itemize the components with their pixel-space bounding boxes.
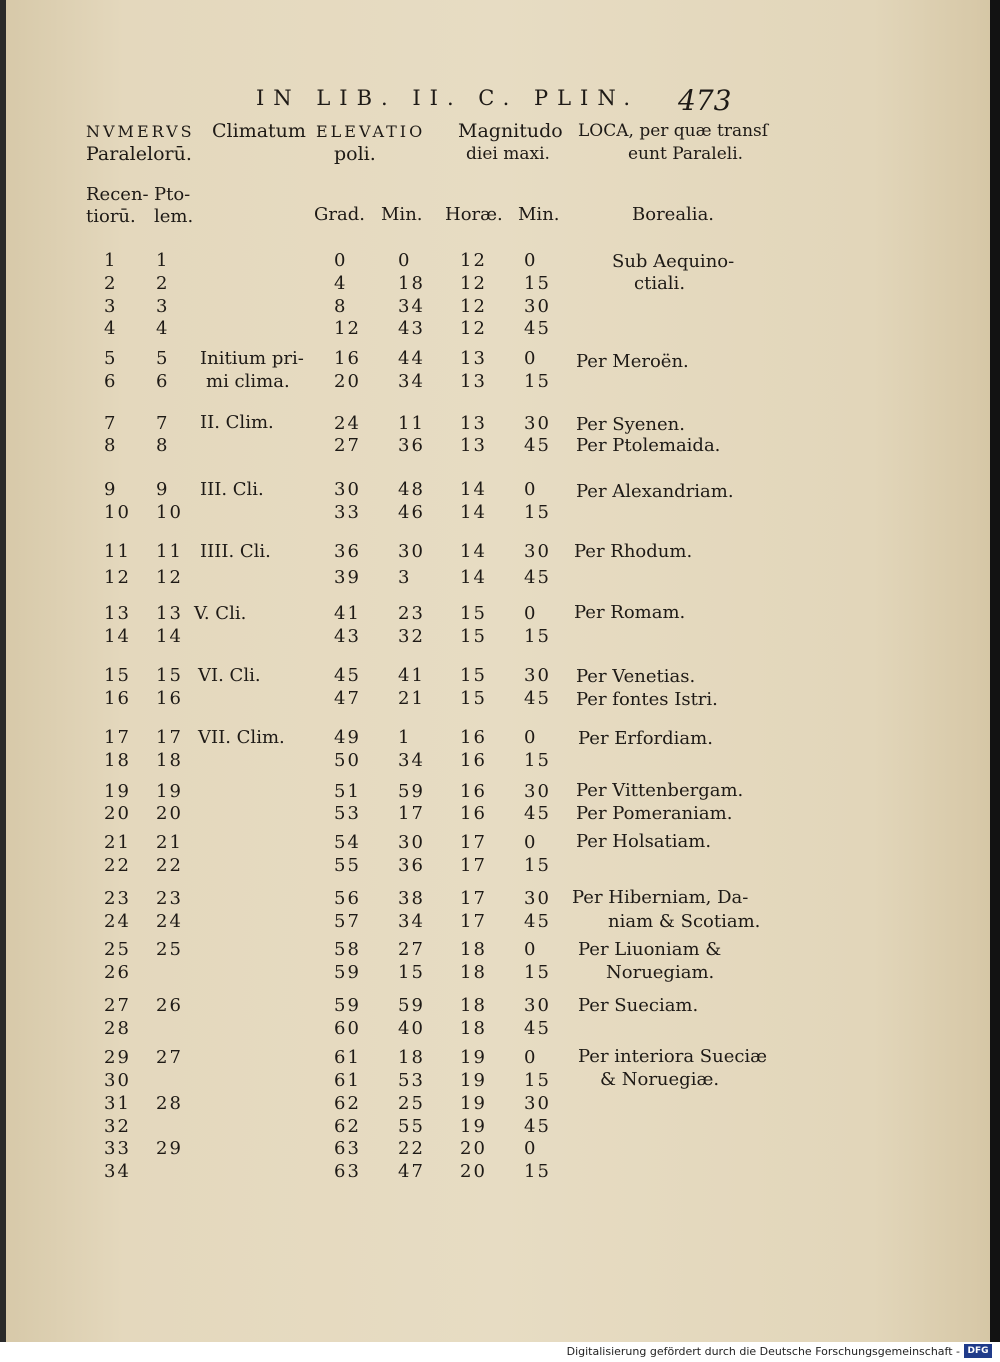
cell-minuta-diei: 30 bbox=[524, 665, 551, 686]
cell-ptolemaei: 5 bbox=[156, 348, 170, 369]
subheader-horae: Horæ. bbox=[445, 204, 503, 225]
cell-recentiorum: 9 bbox=[104, 479, 118, 500]
place-label: & Noruegiæ. bbox=[600, 1069, 720, 1090]
cell-gradus: 45 bbox=[334, 665, 361, 686]
place-label: Per Venetias. bbox=[576, 666, 696, 687]
subheader-grad: Grad. bbox=[314, 204, 365, 225]
cell-horae: 13 bbox=[460, 435, 487, 456]
cell-gradus: 12 bbox=[334, 318, 361, 339]
header-numerus: NVMERVS bbox=[86, 122, 195, 141]
place-label: Per Rhodum. bbox=[574, 541, 693, 562]
cell-horae: 16 bbox=[460, 803, 487, 824]
cell-recentiorum: 6 bbox=[104, 371, 118, 392]
cell-gradus: 16 bbox=[334, 348, 361, 369]
cell-minuta-elevationis: 34 bbox=[398, 371, 425, 392]
place-label: Per interiora Sueciæ bbox=[578, 1046, 768, 1067]
cell-minuta-diei: 0 bbox=[524, 479, 538, 500]
cell-horae: 18 bbox=[460, 939, 487, 960]
place-label: Per Ptolemaida. bbox=[576, 435, 721, 456]
place-label: Per Syenen. bbox=[576, 414, 685, 435]
cell-recentiorum: 3 bbox=[104, 296, 118, 317]
cell-minuta-elevationis: 48 bbox=[398, 479, 425, 500]
place-label: Per Erfordiam. bbox=[578, 728, 713, 749]
cell-minuta-elevationis: 34 bbox=[398, 911, 425, 932]
cell-recentiorum: 22 bbox=[104, 855, 131, 876]
cell-horae: 19 bbox=[460, 1116, 487, 1137]
cell-horae: 18 bbox=[460, 1018, 487, 1039]
cell-gradus: 63 bbox=[334, 1161, 361, 1182]
cell-ptolemaei: 22 bbox=[156, 855, 183, 876]
cell-ptolemaei: 6 bbox=[156, 371, 170, 392]
cell-minuta-elevationis: 11 bbox=[398, 413, 425, 434]
cell-recentiorum: 26 bbox=[104, 962, 131, 983]
cell-recentiorum: 25 bbox=[104, 939, 131, 960]
cell-ptolemaei: 18 bbox=[156, 750, 183, 771]
cell-horae: 15 bbox=[460, 688, 487, 709]
cell-minuta-elevationis: 23 bbox=[398, 603, 425, 624]
cell-gradus: 62 bbox=[334, 1093, 361, 1114]
cell-recentiorum: 1 bbox=[104, 250, 118, 271]
cell-gradus: 61 bbox=[334, 1070, 361, 1091]
cell-minuta-diei: 45 bbox=[524, 318, 551, 339]
cell-gradus: 33 bbox=[334, 502, 361, 523]
cell-minuta-elevationis: 30 bbox=[398, 832, 425, 853]
cell-minuta-elevationis: 1 bbox=[398, 727, 412, 748]
place-label: Per fontes Istri. bbox=[576, 689, 718, 710]
cell-recentiorum: 33 bbox=[104, 1138, 131, 1159]
cell-ptolemaei: 24 bbox=[156, 911, 183, 932]
cell-minuta-elevationis: 41 bbox=[398, 665, 425, 686]
cell-minuta-diei: 30 bbox=[524, 296, 551, 317]
cell-horae: 19 bbox=[460, 1070, 487, 1091]
cell-horae: 14 bbox=[460, 502, 487, 523]
cell-gradus: 53 bbox=[334, 803, 361, 824]
cell-minuta-elevationis: 40 bbox=[398, 1018, 425, 1039]
cell-horae: 19 bbox=[460, 1093, 487, 1114]
clima-label: II. Clim. bbox=[200, 412, 274, 433]
cell-horae: 17 bbox=[460, 888, 487, 909]
place-label: ctiali. bbox=[634, 273, 686, 294]
cell-recentiorum: 10 bbox=[104, 502, 131, 523]
cell-minuta-diei: 0 bbox=[524, 727, 538, 748]
cell-recentiorum: 15 bbox=[104, 665, 131, 686]
footer-bar bbox=[0, 1342, 1000, 1362]
cell-minuta-diei: 15 bbox=[524, 1070, 551, 1091]
cell-recentiorum: 31 bbox=[104, 1093, 131, 1114]
cell-gradus: 61 bbox=[334, 1047, 361, 1068]
cell-horae: 14 bbox=[460, 541, 487, 562]
header-elevatio: ELEVATIO bbox=[316, 122, 426, 141]
cell-minuta-elevationis: 15 bbox=[398, 962, 425, 983]
cell-minuta-diei: 15 bbox=[524, 1161, 551, 1182]
cell-minuta-diei: 0 bbox=[524, 348, 538, 369]
cell-gradus: 59 bbox=[334, 995, 361, 1016]
cell-minuta-elevationis: 36 bbox=[398, 855, 425, 876]
cell-ptolemaei: 11 bbox=[156, 541, 183, 562]
header-loca: LOCA, per quæ transſ bbox=[578, 121, 769, 141]
cell-recentiorum: 2 bbox=[104, 273, 118, 294]
cell-minuta-elevationis: 59 bbox=[398, 995, 425, 1016]
clima-label: VII. Clim. bbox=[198, 727, 285, 748]
cell-horae: 16 bbox=[460, 727, 487, 748]
subheader-pto: Pto- bbox=[154, 184, 191, 205]
cell-minuta-diei: 45 bbox=[524, 1116, 551, 1137]
cell-minuta-elevationis: 44 bbox=[398, 348, 425, 369]
cell-minuta-elevationis: 46 bbox=[398, 502, 425, 523]
cell-horae: 12 bbox=[460, 273, 487, 294]
cell-minuta-elevationis: 59 bbox=[398, 781, 425, 802]
cell-gradus: 0 bbox=[334, 250, 348, 271]
cell-minuta-elevationis: 30 bbox=[398, 541, 425, 562]
place-label: Per Hiberniam, Da- bbox=[572, 887, 749, 908]
cell-minuta-diei: 15 bbox=[524, 371, 551, 392]
cell-recentiorum: 28 bbox=[104, 1018, 131, 1039]
cell-minuta-elevationis: 34 bbox=[398, 296, 425, 317]
place-label: Per Liuoniam & bbox=[578, 939, 722, 960]
cell-minuta-diei: 30 bbox=[524, 781, 551, 802]
cell-minuta-elevationis: 3 bbox=[398, 567, 412, 588]
cell-minuta-elevationis: 38 bbox=[398, 888, 425, 909]
cell-ptolemaei: 17 bbox=[156, 727, 183, 748]
cell-ptolemaei: 28 bbox=[156, 1093, 183, 1114]
cell-horae: 15 bbox=[460, 665, 487, 686]
cell-ptolemaei: 25 bbox=[156, 939, 183, 960]
cell-recentiorum: 24 bbox=[104, 911, 131, 932]
cell-minuta-diei: 45 bbox=[524, 435, 551, 456]
cell-minuta-diei: 30 bbox=[524, 995, 551, 1016]
cell-minuta-diei: 45 bbox=[524, 688, 551, 709]
header-poli: poli. bbox=[334, 143, 376, 165]
cell-recentiorum: 13 bbox=[104, 603, 131, 624]
cell-minuta-diei: 30 bbox=[524, 541, 551, 562]
subheader-tiorum: tiorū. bbox=[86, 206, 136, 227]
cell-ptolemaei: 16 bbox=[156, 688, 183, 709]
cell-minuta-diei: 0 bbox=[524, 1138, 538, 1159]
cell-minuta-diei: 30 bbox=[524, 888, 551, 909]
cell-minuta-diei: 45 bbox=[524, 1018, 551, 1039]
header-climatum: Climatum bbox=[212, 120, 306, 142]
subheader-borealia: Borealia. bbox=[632, 204, 715, 225]
cell-ptolemaei: 4 bbox=[156, 318, 170, 339]
page-number: 473 bbox=[678, 84, 732, 117]
cell-minuta-elevationis: 21 bbox=[398, 688, 425, 709]
cell-recentiorum: 21 bbox=[104, 832, 131, 853]
cell-recentiorum: 11 bbox=[104, 541, 131, 562]
cell-minuta-elevationis: 18 bbox=[398, 1047, 425, 1068]
cell-gradus: 43 bbox=[334, 626, 361, 647]
cell-minuta-elevationis: 0 bbox=[398, 250, 412, 271]
cell-ptolemaei: 20 bbox=[156, 803, 183, 824]
cell-minuta-elevationis: 25 bbox=[398, 1093, 425, 1114]
cell-minuta-elevationis: 27 bbox=[398, 939, 425, 960]
cell-recentiorum: 18 bbox=[104, 750, 131, 771]
cell-ptolemaei: 2 bbox=[156, 273, 170, 294]
header-eunt: eunt Paraleli. bbox=[628, 144, 744, 164]
cell-minuta-elevationis: 36 bbox=[398, 435, 425, 456]
clima-label: mi clima. bbox=[206, 371, 290, 392]
cell-minuta-diei: 15 bbox=[524, 273, 551, 294]
cell-minuta-diei: 15 bbox=[524, 750, 551, 771]
cell-minuta-elevationis: 18 bbox=[398, 273, 425, 294]
footer-credit: Digitalisierung gefördert durch die Deutsche Forschungsgemeinschaft - bbox=[566, 1345, 960, 1358]
header-diei: diei maxi. bbox=[466, 144, 550, 164]
cell-horae: 13 bbox=[460, 371, 487, 392]
cell-recentiorum: 19 bbox=[104, 781, 131, 802]
cell-minuta-diei: 0 bbox=[524, 250, 538, 271]
cell-horae: 14 bbox=[460, 479, 487, 500]
place-label: Per Romam. bbox=[574, 602, 686, 623]
cell-ptolemaei: 14 bbox=[156, 626, 183, 647]
cell-recentiorum: 23 bbox=[104, 888, 131, 909]
cell-minuta-diei: 0 bbox=[524, 1047, 538, 1068]
cell-ptolemaei: 7 bbox=[156, 413, 170, 434]
cell-ptolemaei: 9 bbox=[156, 479, 170, 500]
cell-horae: 17 bbox=[460, 911, 487, 932]
cell-minuta-diei: 15 bbox=[524, 626, 551, 647]
cell-minuta-elevationis: 47 bbox=[398, 1161, 425, 1182]
cell-minuta-diei: 0 bbox=[524, 603, 538, 624]
subheader-lem: lem. bbox=[154, 206, 194, 227]
cell-recentiorum: 5 bbox=[104, 348, 118, 369]
cell-recentiorum: 14 bbox=[104, 626, 131, 647]
cell-horae: 18 bbox=[460, 962, 487, 983]
cell-gradus: 39 bbox=[334, 567, 361, 588]
clima-label: III. Cli. bbox=[200, 479, 264, 500]
cell-recentiorum: 30 bbox=[104, 1070, 131, 1091]
place-label: Per Pomeraniam. bbox=[576, 803, 733, 824]
cell-gradus: 50 bbox=[334, 750, 361, 771]
cell-gradus: 59 bbox=[334, 962, 361, 983]
cell-recentiorum: 12 bbox=[104, 567, 131, 588]
cell-ptolemaei: 26 bbox=[156, 995, 183, 1016]
cell-gradus: 54 bbox=[334, 832, 361, 853]
cell-horae: 13 bbox=[460, 348, 487, 369]
cell-gradus: 27 bbox=[334, 435, 361, 456]
cell-gradus: 56 bbox=[334, 888, 361, 909]
place-label: Per Sueciam. bbox=[578, 995, 699, 1016]
place-label: Sub Aequino- bbox=[612, 251, 735, 272]
cell-gradus: 60 bbox=[334, 1018, 361, 1039]
header-magnitudo: Magnitudo bbox=[458, 120, 563, 142]
cell-ptolemaei: 29 bbox=[156, 1138, 183, 1159]
cell-horae: 12 bbox=[460, 318, 487, 339]
cell-minuta-elevationis: 55 bbox=[398, 1116, 425, 1137]
cell-recentiorum: 34 bbox=[104, 1161, 131, 1182]
cell-minuta-diei: 0 bbox=[524, 939, 538, 960]
cell-horae: 18 bbox=[460, 995, 487, 1016]
cell-gradus: 58 bbox=[334, 939, 361, 960]
running-head: IN LIB. II. C. PLIN. bbox=[256, 86, 640, 110]
cell-gradus: 49 bbox=[334, 727, 361, 748]
cell-ptolemaei: 1 bbox=[156, 250, 170, 271]
clima-label: Initium pri- bbox=[200, 348, 304, 369]
cell-horae: 20 bbox=[460, 1138, 487, 1159]
cell-recentiorum: 7 bbox=[104, 413, 118, 434]
cell-gradus: 57 bbox=[334, 911, 361, 932]
cell-gradus: 4 bbox=[334, 273, 348, 294]
cell-ptolemaei: 8 bbox=[156, 435, 170, 456]
clima-label: V. Cli. bbox=[194, 603, 247, 624]
scan-right-edge bbox=[990, 0, 1000, 1342]
cell-minuta-diei: 15 bbox=[524, 962, 551, 983]
cell-minuta-diei: 15 bbox=[524, 855, 551, 876]
cell-minuta-elevationis: 34 bbox=[398, 750, 425, 771]
cell-gradus: 30 bbox=[334, 479, 361, 500]
cell-minuta-elevationis: 32 bbox=[398, 626, 425, 647]
cell-horae: 14 bbox=[460, 567, 487, 588]
cell-recentiorum: 27 bbox=[104, 995, 131, 1016]
subheader-recen: Recen- bbox=[86, 184, 149, 205]
cell-ptolemaei: 10 bbox=[156, 502, 183, 523]
cell-gradus: 20 bbox=[334, 371, 361, 392]
place-label: Per Vittenbergam. bbox=[576, 780, 744, 801]
cell-minuta-diei: 15 bbox=[524, 502, 551, 523]
cell-horae: 16 bbox=[460, 750, 487, 771]
cell-minuta-diei: 45 bbox=[524, 803, 551, 824]
cell-ptolemaei: 3 bbox=[156, 296, 170, 317]
cell-gradus: 63 bbox=[334, 1138, 361, 1159]
cell-ptolemaei: 12 bbox=[156, 567, 183, 588]
cell-horae: 13 bbox=[460, 413, 487, 434]
subheader-min-day: Min. bbox=[518, 204, 560, 225]
cell-horae: 15 bbox=[460, 626, 487, 647]
cell-gradus: 8 bbox=[334, 296, 348, 317]
clima-label: IIII. Cli. bbox=[200, 541, 271, 562]
cell-horae: 12 bbox=[460, 296, 487, 317]
cell-gradus: 55 bbox=[334, 855, 361, 876]
cell-ptolemaei: 23 bbox=[156, 888, 183, 909]
cell-gradus: 36 bbox=[334, 541, 361, 562]
place-label: Per Meroën. bbox=[576, 351, 689, 372]
place-label: Noruegiam. bbox=[606, 962, 715, 983]
cell-recentiorum: 4 bbox=[104, 318, 118, 339]
cell-recentiorum: 29 bbox=[104, 1047, 131, 1068]
place-label: Per Holsatiam. bbox=[576, 831, 712, 852]
cell-minuta-elevationis: 53 bbox=[398, 1070, 425, 1091]
place-label: Per Alexandriam. bbox=[576, 481, 734, 502]
cell-gradus: 62 bbox=[334, 1116, 361, 1137]
subheader-min-elevation: Min. bbox=[381, 204, 423, 225]
place-label: niam & Scotiam. bbox=[608, 911, 761, 932]
cell-ptolemaei: 27 bbox=[156, 1047, 183, 1068]
cell-horae: 17 bbox=[460, 855, 487, 876]
cell-horae: 19 bbox=[460, 1047, 487, 1068]
dfg-logo: DFG bbox=[964, 1344, 992, 1358]
cell-gradus: 24 bbox=[334, 413, 361, 434]
clima-label: VI. Cli. bbox=[198, 665, 261, 686]
header-paralelorum: Paralelorū. bbox=[86, 143, 192, 165]
cell-ptolemaei: 21 bbox=[156, 832, 183, 853]
cell-horae: 20 bbox=[460, 1161, 487, 1182]
cell-minuta-diei: 45 bbox=[524, 567, 551, 588]
cell-horae: 17 bbox=[460, 832, 487, 853]
cell-horae: 16 bbox=[460, 781, 487, 802]
cell-recentiorum: 20 bbox=[104, 803, 131, 824]
cell-minuta-diei: 30 bbox=[524, 413, 551, 434]
cell-recentiorum: 17 bbox=[104, 727, 131, 748]
cell-minuta-elevationis: 22 bbox=[398, 1138, 425, 1159]
cell-recentiorum: 16 bbox=[104, 688, 131, 709]
cell-horae: 12 bbox=[460, 250, 487, 271]
cell-gradus: 41 bbox=[334, 603, 361, 624]
cell-gradus: 51 bbox=[334, 781, 361, 802]
cell-horae: 15 bbox=[460, 603, 487, 624]
cell-recentiorum: 8 bbox=[104, 435, 118, 456]
cell-ptolemaei: 15 bbox=[156, 665, 183, 686]
cell-recentiorum: 32 bbox=[104, 1116, 131, 1137]
cell-minuta-diei: 30 bbox=[524, 1093, 551, 1114]
cell-minuta-diei: 0 bbox=[524, 832, 538, 853]
cell-ptolemaei: 19 bbox=[156, 781, 183, 802]
cell-gradus: 47 bbox=[334, 688, 361, 709]
cell-minuta-elevationis: 43 bbox=[398, 318, 425, 339]
cell-ptolemaei: 13 bbox=[156, 603, 183, 624]
cell-minuta-diei: 45 bbox=[524, 911, 551, 932]
cell-minuta-elevationis: 17 bbox=[398, 803, 425, 824]
